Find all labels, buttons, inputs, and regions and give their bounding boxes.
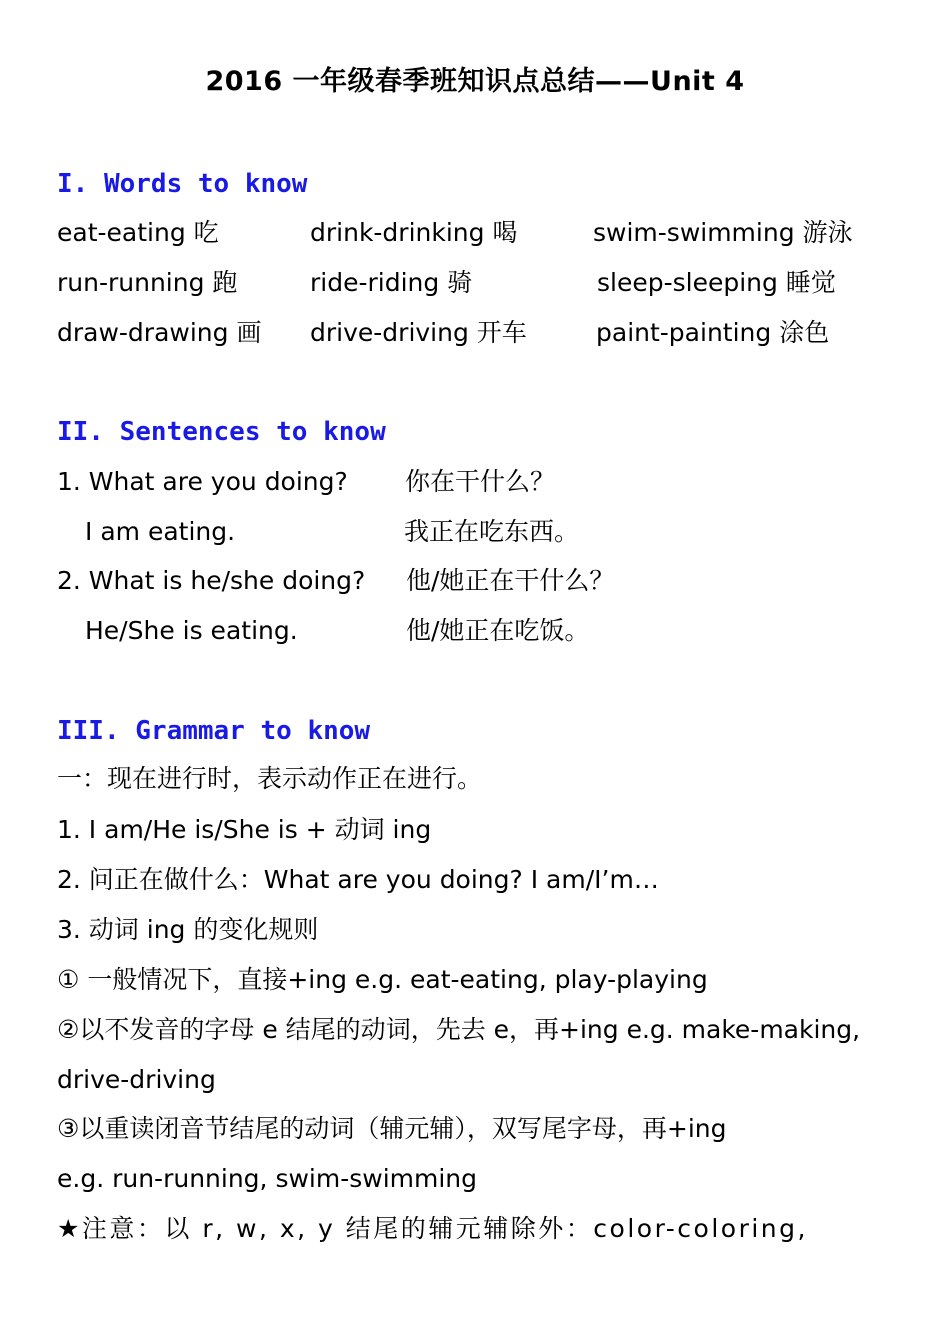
word-entry: draw-drawing 画 (57, 318, 262, 347)
sentence-english: 2. What is he/she doing? (57, 566, 366, 595)
page-title: 2016 一年级春季班知识点总结——Unit 4 (205, 66, 745, 97)
grammar-line: ②以不发音的字母 e 结尾的动词，先去 e，再+ing e.g. make-making, (57, 1015, 861, 1044)
word-entry: paint-painting 涂色 (596, 318, 830, 347)
section-heading-words: I. Words to know (57, 169, 308, 199)
word-entry: ride-riding 骑 (310, 268, 473, 297)
grammar-line: ③以重读闭音节结尾的动词（辅元辅），双写尾字母，再+ing (57, 1114, 727, 1143)
sentence-english: I am eating. (85, 517, 236, 546)
grammar-line: e.g. run-running, swim-swimming (57, 1164, 478, 1193)
word-entry: sleep-sleeping 睡觉 (597, 268, 836, 297)
sentence-chinese: 他/她正在干什么？ (406, 566, 615, 595)
section-heading-grammar: III. Grammar to know (57, 716, 371, 746)
word-entry: run-running 跑 (57, 268, 238, 297)
word-entry: drive-driving 开车 (310, 318, 527, 347)
grammar-line: 1. I am/He is/She is + 动词 ing (57, 815, 432, 844)
sentence-chinese: 我正在吃东西。 (404, 517, 580, 546)
grammar-line: 一：现在进行时，表示动作正在进行。 (57, 764, 483, 793)
sentence-english: 1. What are you doing? (57, 467, 348, 496)
grammar-line: ① 一般情况下，直接+ing e.g. eat-eating, play-playing (57, 965, 708, 994)
sentence-chinese: 他/她正在吃饭。 (406, 616, 590, 645)
word-entry: drink-drinking 喝 (310, 218, 518, 247)
word-entry: eat-eating 吃 (57, 218, 219, 247)
sentence-chinese: 你在干什么？ (405, 467, 556, 496)
sentence-english: He/She is eating. (85, 616, 298, 645)
grammar-note-line: ★注意：以 r, w, x, y 结尾的辅元辅除外：color-coloring, (57, 1214, 808, 1243)
section-heading-sentences: II. Sentences to know (57, 417, 386, 447)
word-entry: swim-swimming 游泳 (593, 218, 853, 247)
grammar-line: 2. 问正在做什么：What are you doing? I am/I’m… (57, 865, 659, 894)
grammar-line: drive-driving (57, 1065, 216, 1094)
grammar-line: 3. 动词 ing 的变化规则 (57, 915, 319, 944)
